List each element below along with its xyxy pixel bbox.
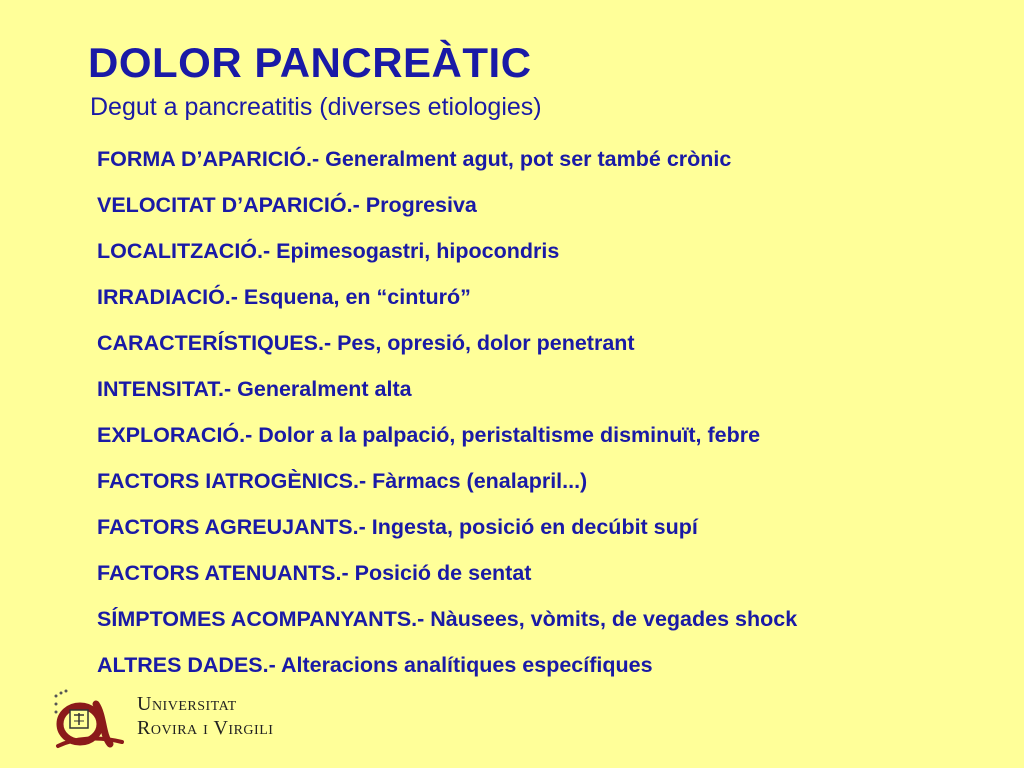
list-item: FACTORS AGREUJANTS.- Ingesta, posició en decúbit supí: [97, 515, 698, 539]
logo-wordmark: [137, 694, 273, 742]
list-item: FACTORS ATENUANTS.- Posició de sentat: [97, 561, 532, 585]
slide-subtitle: Degut a pancreatitis (diverses etiologies): [90, 93, 542, 121]
list-item: FACTORS IATROGÈNICS.- Fàrmacs (enalapril...): [97, 469, 588, 493]
slide-title: DOLOR PANCREÀTIC: [88, 39, 532, 86]
list-item: LOCALITZACIÓ.- Epimesogastri, hipocondris: [97, 239, 560, 263]
university-logo: [52, 686, 322, 750]
list-item: VELOCITAT D’APARICIÓ.- Progresiva: [97, 193, 477, 217]
university-crest-icon: [52, 686, 132, 750]
list-item: FORMA D’APARICIÓ.- Generalment agut, pot ser també crònic: [97, 147, 732, 171]
list-item: SÍMPTOMES ACOMPANYANTS.- Nàusees, vòmits, de vegades shock: [97, 607, 798, 631]
logo-line-1: Universitat: [137, 693, 237, 715]
list-item: CARACTERÍSTIQUES.- Pes, opresió, dolor penetrant: [97, 331, 635, 355]
list-item: ALTRES DADES.- Alteracions analítiques específiques: [97, 653, 653, 677]
logo-line-2: Rovira i Virgili: [137, 717, 274, 739]
list-item: INTENSITAT.- Generalment alta: [97, 377, 412, 401]
list-item: EXPLORACIÓ.- Dolor a la palpació, peristaltisme disminuït, febre: [97, 423, 761, 447]
list-item: IRRADIACIÓ.- Esquena, en “cinturó”: [97, 285, 471, 309]
symptom-list: [97, 146, 797, 698]
